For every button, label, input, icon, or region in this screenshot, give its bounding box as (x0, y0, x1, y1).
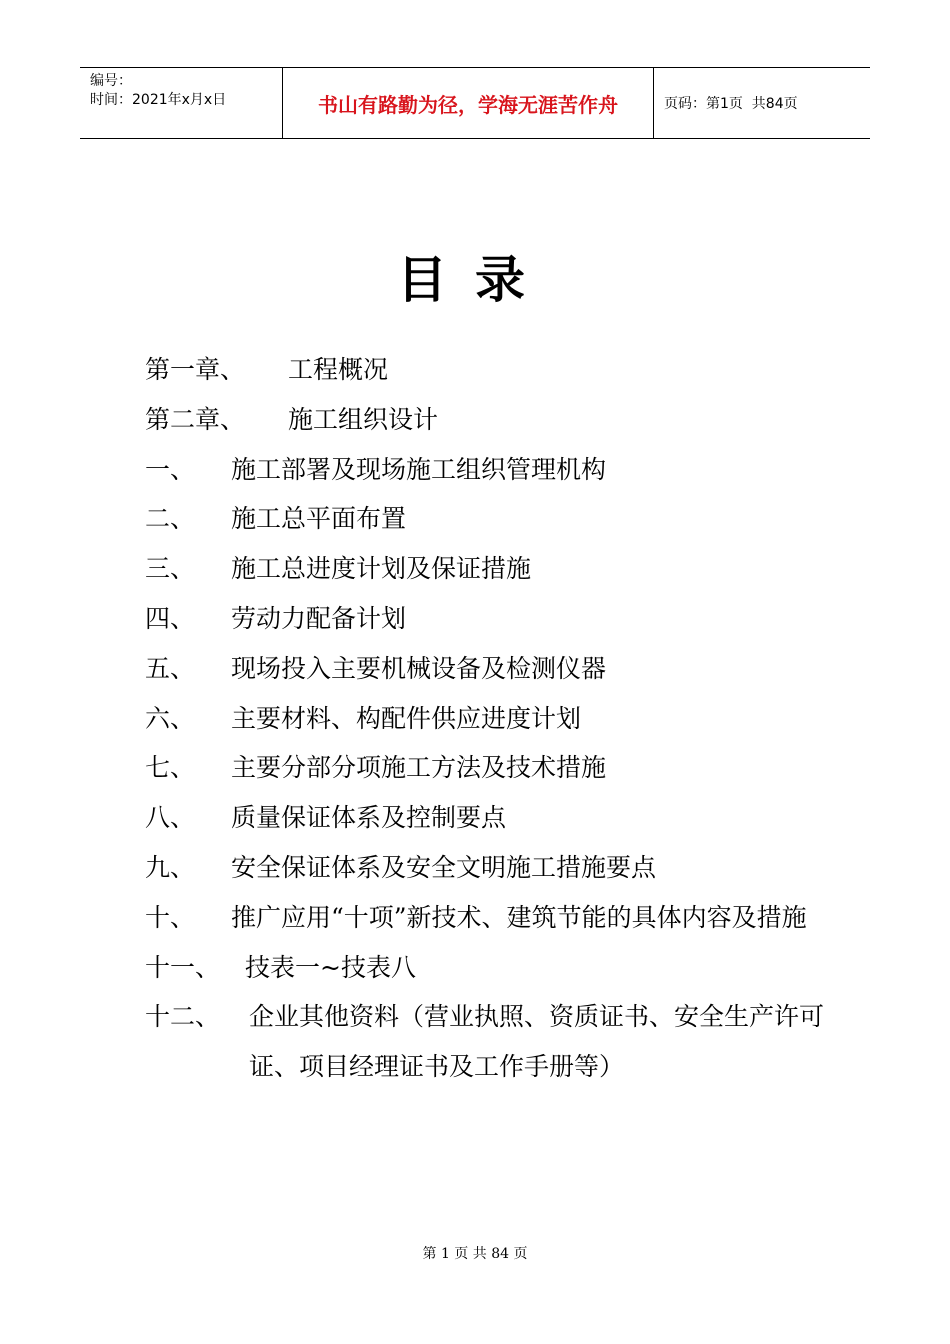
toc-item-label: 技表一~技表八 (245, 952, 416, 982)
toc-item-number: 五、 (145, 653, 196, 683)
toc-item-number: 三、 (145, 554, 196, 584)
toc-item-label: 主要材料、构配件供应进度计划 (231, 703, 582, 733)
toc-item-label: 施工总进度计划及保证措施 (231, 554, 532, 584)
toc-item-number: 六、 (145, 703, 196, 733)
toc-item[interactable] (145, 743, 825, 793)
toc-item[interactable] (145, 893, 825, 943)
page-header (80, 67, 870, 139)
toc-item-label: 施工部署及现场施工组织管理机构 (231, 454, 607, 484)
toc-item-number: 一、 (145, 454, 196, 484)
toc-item[interactable] (145, 943, 825, 993)
document-date: 时间：2021年x月x日 (90, 92, 227, 108)
toc-item-number: 十一、 (145, 952, 221, 982)
toc-item[interactable] (145, 793, 825, 843)
toc-item-label: 施工总平面布置 (231, 504, 407, 534)
toc-item-number: 九、 (145, 852, 196, 882)
toc-item[interactable] (145, 544, 825, 594)
toc-item-label: 施工组织设计 (288, 404, 439, 434)
toc-item-number: 十、 (145, 902, 196, 932)
toc-item[interactable] (145, 644, 825, 694)
page-title: 目录 (397, 250, 553, 309)
toc-item[interactable] (145, 395, 825, 445)
document-number-label: 编号： (90, 73, 132, 89)
toc-item-label: 企业其他资料（营业执照、资质证书、安全生产许可证、项目经理证书及工作手册等） (249, 1002, 825, 1082)
toc-item-label: 现场投入主要机械设备及检测仪器 (231, 653, 607, 683)
page-footer: 第 1 页 共 84 页 (422, 1246, 528, 1262)
toc-item-label: 主要分部分项施工方法及技术措施 (231, 753, 607, 783)
toc-item-number: 二、 (145, 504, 196, 534)
table-of-contents (145, 345, 825, 1092)
toc-item[interactable] (145, 843, 825, 893)
toc-item-number: 十二、 (145, 1002, 221, 1032)
toc-item[interactable] (145, 594, 825, 644)
toc-item-label: 工程概况 (288, 355, 389, 384)
header-left-cell (80, 68, 282, 138)
toc-item[interactable] (145, 992, 825, 1092)
toc-item-label: 劳动力配备计划 (231, 603, 407, 633)
toc-item-number: 七、 (145, 753, 196, 783)
header-page-info (654, 68, 870, 138)
page-info-text: 页码：第1页 共84页 (664, 96, 798, 112)
toc-item-number: 第二章、 (145, 404, 246, 434)
toc-item[interactable] (145, 694, 825, 744)
motto-text: 书山有路勤为径，学海无涯苦作舟 (318, 92, 618, 117)
header-motto (282, 68, 654, 138)
toc-item-number: 八、 (145, 803, 196, 833)
toc-item-label: 质量保证体系及控制要点 (231, 803, 507, 833)
toc-item-label: 推广应用“十项”新技术、建筑节能的具体内容及措施 (231, 902, 807, 932)
toc-item[interactable] (145, 445, 825, 495)
toc-item-label: 安全保证体系及安全文明施工措施要点 (231, 852, 657, 882)
toc-item-number: 四、 (145, 603, 196, 633)
toc-item-number: 第一章、 (145, 355, 246, 384)
toc-item[interactable] (145, 345, 825, 395)
toc-item[interactable] (145, 494, 825, 544)
